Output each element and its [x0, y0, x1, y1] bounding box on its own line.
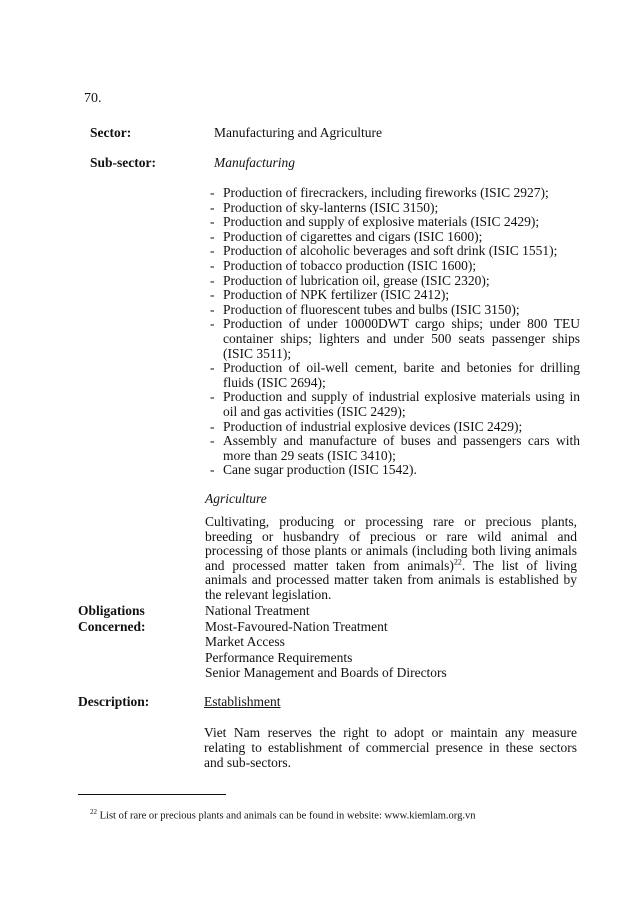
list-item: - Production of firecrackers, including fireworks (ISIC 2927); [208, 186, 580, 201]
list-item: - Production of alcoholic beverages and soft drink (ISIC 1551); [208, 244, 580, 259]
list-item: - Production of industrial explosive devices (ISIC 2429); [208, 420, 580, 435]
footnote-divider [78, 794, 226, 795]
footnote-reference: 22 [453, 557, 462, 567]
agriculture-heading: Agriculture [205, 491, 267, 506]
obligation-item: Performance Requirements [205, 649, 353, 665]
list-item: - Production and supply of explosive materials (ISIC 2429); [208, 215, 580, 230]
agriculture-text-part2: . The list of living animals and processed matter taken from animals is established by the relevant legislation. [205, 557, 578, 602]
obligation-item: National Treatment [205, 603, 310, 618]
agriculture-text-part1: Cultivating, producing or processing rare or precious plants, breeding or husbandry of precious or rare wild animal and processing of those plants or animals (including both living animals and processed matter taken from animals) [205, 514, 577, 573]
page-number: 70. [84, 91, 102, 106]
list-item: - Production of tobacco production (ISIC 1600); [208, 259, 580, 274]
manufacturing-heading: Manufacturing [214, 155, 295, 170]
sector-label: Sector: [90, 125, 132, 140]
list-item: - Production and supply of industrial explosive materials using in oil and gas activities (ISIC 2429); [208, 390, 580, 419]
footnote-number: 22 [90, 808, 97, 816]
list-item: - Cane sugar production (ISIC 1542). [208, 463, 580, 478]
description-heading: Establishment [204, 694, 281, 709]
footnote [90, 808, 476, 822]
list-item: - Production of under 10000DWT cargo ships; under 800 TEU container ships; lighters and under 500 seats passenger ships (ISIC 3511); [208, 317, 580, 361]
description-text: Viet Nam reserves the right to adopt or maintain any measure relating to establishment of commercial presence in these sectors and sub-sectors. [204, 725, 577, 770]
footnote-text: List of rare or precious plants and animals can be found in website: www.kiemlam.org.vn [97, 810, 476, 822]
list-item: - Production of oil-well cement, barite and betonies for drilling fluids (ISIC 2694); [208, 361, 580, 390]
list-item: - Production of sky-lanterns (ISIC 3150); [208, 201, 580, 216]
list-item: - Production of lubrication oil, grease (ISIC 2320); [208, 274, 580, 289]
obligation-item: Most-Favoured-Nation Treatment [205, 618, 388, 634]
obligations-label-line1: Obligations [78, 603, 145, 618]
obligations-list [205, 603, 447, 681]
list-item: - Production of NPK fertilizer (ISIC 2412); [208, 288, 580, 303]
description-label: Description: [78, 694, 150, 709]
list-item: - Production of cigarettes and cigars (ISIC 1600); [208, 230, 580, 245]
obligations-label-line2: Concerned: [78, 619, 146, 634]
obligations-label [78, 603, 146, 635]
agriculture-text [205, 515, 577, 603]
sub-sector-label: Sub-sector: [90, 155, 156, 170]
obligation-item: Senior Management and Boards of Directors [205, 665, 447, 681]
list-item: - Assembly and manufacture of buses and passengers cars with more than 29 seats (ISIC 3410); [208, 434, 580, 463]
obligation-item: Market Access [205, 634, 285, 650]
manufacturing-list [208, 186, 580, 478]
sector-value: Manufacturing and Agriculture [214, 125, 382, 140]
list-item: - Production of fluorescent tubes and bulbs (ISIC 3150); [208, 303, 580, 318]
